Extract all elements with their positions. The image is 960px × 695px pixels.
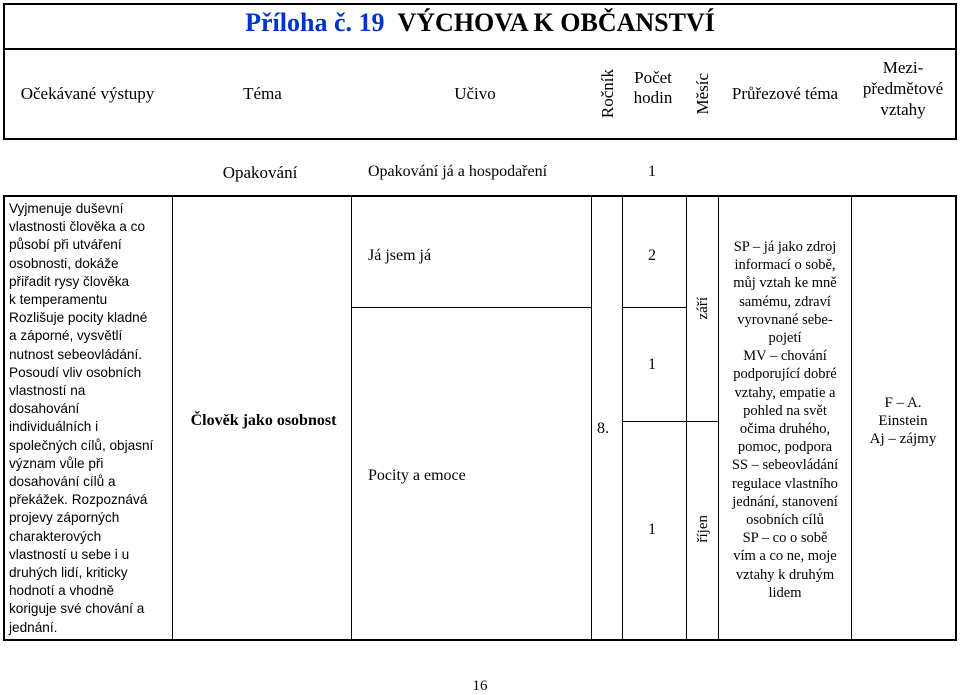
col-sep-2 [351,195,352,641]
cross-topic-line: pojetí [768,330,802,347]
output-line: k temperamentu [9,292,108,308]
output-line: význam vůle při [9,455,104,471]
cross-topic-line: lidem [768,584,802,601]
cross-topic-line: můj vztah ke mně [733,275,837,292]
curriculum-sub2: Pocity a emoce [368,467,466,484]
cross-topic-line: podporující dobré [733,366,837,383]
inter-subject-line: F – A. [884,395,922,411]
output-line: Posoudí vliv osobních [9,364,142,380]
output-line: individuálních i [9,419,99,435]
cross-topic-line: osobních cílů [746,512,824,529]
expected-outputs [9,200,171,637]
output-line: překážek. Rozpoznává [9,492,148,508]
main-bottom-line [3,639,957,641]
inter-subject [852,394,954,449]
output-line: dosahování [9,401,80,417]
header-hours: Počet hodin [633,68,673,107]
output-line: a záporné, vysvětlí [9,328,123,344]
header-topic: Téma [243,84,282,103]
cross-topic-line: SP – co o sobě [742,530,828,547]
col-sep-6 [718,195,719,641]
output-line: osobnosti, dokáže [9,255,119,271]
cross-topic-line: pohled na svět [743,402,827,419]
inter-subject-line: Aj – zájmy [869,431,937,448]
col-sep-1 [172,195,173,641]
output-line: vlastností na [9,383,86,399]
header-outputs: Očekávané výstupy [20,84,155,103]
cross-topic-line: očima druhého, [739,421,831,438]
cross-topic-line: vztahy, empatie a [734,384,836,401]
hours-sub1: 2 [648,247,656,264]
header-bottom-line [3,138,957,140]
review-hours: 1 [648,163,656,180]
output-line: projevy záporných [9,510,120,526]
header-cross-topic: Průřezové téma [731,84,839,103]
output-line: dosahování cílů a [9,474,116,490]
subrow-sep-curriculum [351,307,591,308]
output-line: vlastností u sebe i u [9,546,130,562]
cross-topic-line: jednání, stanovení [732,493,838,510]
cross-topic-line: regulace vlastního [732,475,838,492]
subrow-sep-hours-2 [622,421,686,422]
cross-topic-line: samému, zdraví [739,293,831,310]
col-sep-5 [686,195,687,641]
header-grade: Ročník [598,69,617,119]
output-line: nutnost sebeovládání. [9,346,143,362]
output-line: hodnotí a vhodně [9,583,115,599]
cross-topic-line: vztahy k druhým [735,566,835,583]
hours-sub2b: 1 [648,521,656,538]
header-month: Měsíc [693,73,712,115]
cross-topic-line: vím a co ne, moje [733,548,837,565]
grade-value: 8. [597,420,609,437]
output-line: Vyjmenuje duševní [9,201,124,216]
hours-sub2a: 1 [648,356,656,373]
cross-topic-line: SP – já jako zdroj [733,239,837,255]
output-line: působí při utváření [9,237,122,253]
header-curriculum: Učivo [454,84,496,103]
curriculum-sub1: Já jsem já [368,247,432,264]
output-line: společných cílů, objasní [9,437,154,453]
output-line: jednání. [9,619,58,635]
main-top-line [3,195,957,197]
review-topic: Opakování [222,163,298,182]
header-right [955,48,957,140]
cross-topics [720,238,850,602]
frame-left-title [3,3,5,49]
cross-topic-line: pomoc, podpora [737,439,833,456]
header-inter: Mezi- předmětové vztahy [862,57,944,119]
cross-topic-line: informací o sobě, [734,257,836,274]
main-topic: Člověk jako osobnost [190,412,337,429]
cross-topic-line: MV – chování [743,348,827,365]
col-sep-3 [591,195,592,641]
review-curriculum: Opakování já a hospodaření [368,163,548,180]
inter-subject-line: Einstein [878,413,928,430]
output-line: vlastnosti člověka a co [9,219,146,235]
output-line: přiřadit rysy člověka [9,273,130,289]
main-left [3,195,5,641]
page-number: 16 [472,678,488,694]
output-line: koriguje své chování a [9,601,145,617]
output-line: druhých lidí, kriticky [9,565,128,581]
output-line: charakterových [9,528,102,544]
col-sep-4 [622,195,623,641]
cross-topic-line: vyrovnané sebe- [737,311,833,328]
month-october: říjen [694,515,711,543]
subrow-sep-hours-1 [622,307,686,308]
cross-topic-line: SS – sebeovládání [731,457,839,474]
page-title: Příloha č. 19 VÝCHOVA K OBČANSTVÍ [245,8,715,37]
main-right [955,195,957,641]
frame-top [3,3,957,5]
output-line: Rozlišuje pocity kladné [9,310,148,326]
frame-right-title [955,3,957,49]
subrow-sep-month [686,421,718,422]
month-september: září [694,296,711,320]
